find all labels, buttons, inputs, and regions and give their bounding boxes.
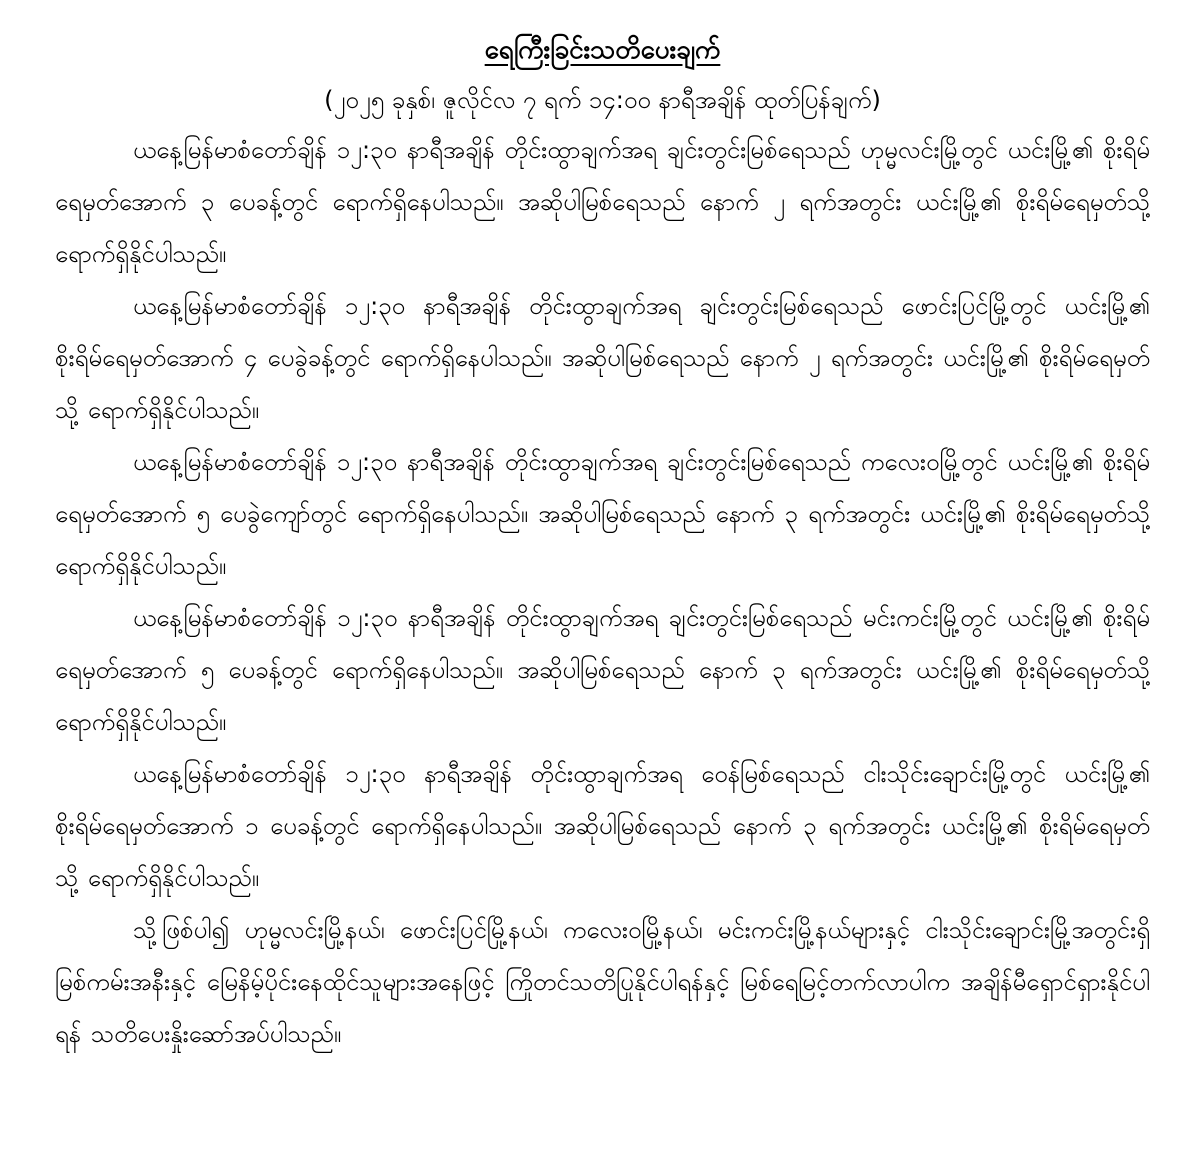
flood-warning-document xyxy=(55,30,1150,1060)
paragraph-advisory: သို့ဖြစ်ပါ၍ ဟုမ္မလင်းမြို့နယ်၊ ဖောင်းပြင်မြို့နယ်၊ ကလေးဝမြို့နယ်၊ မင်းကင်းမြို့နယ်များနှင့် ငါးသိုင်းချောင်းမြို့အတွင်းရှိ မြစ်ကမ်းအနီးနှင့် မြေနိမ့်ပိုင်းနေထိုင်သူများအနေဖြင့် ကြိုတင်သတိပြုနိုင်ပါရန်နှင့် မြစ်ရေမြင့်တက်လာပါက အချိန်မီရှောင်ရှားနိုင်ပါရန် သတိပေးနှိုးဆော်အပ်ပါသည်။ xyxy=(55,916,1150,1048)
paragraph-mingin: ယနေ့မြန်မာစံတော်ချိန် ၁၂:၃၀ နာရီအချိန် တိုင်းထွာချက်အရ ချင်းတွင်းမြစ်ရေသည် မင်းကင်းမြို့တွင် ယင်းမြို့၏ စိုးရိမ်ရေမှတ်အောက် ၅ ပေခန့်တွင် ရောက်ရှိနေပါသည်။ အဆိုပါမြစ်ရေသည် နောက် ၃ ရက်အတွင်း ယင်းမြို့၏ စိုးရိမ်ရေမှတ်သို့ ရောက်ရှိနိုင်ပါသည်။ xyxy=(55,604,1150,736)
document-title: ရေကြီးခြင်းသတိပေးချက် xyxy=(484,35,721,65)
paragraph-kalewa: ယနေ့မြန်မာစံတော်ချိန် ၁၂:၃၀ နာရီအချိန် တိုင်းထွာချက်အရ ချင်းတွင်းမြစ်ရေသည် ကလေးဝမြို့တွင် ယင်းမြို့၏ စိုးရိမ်ရေမှတ်အောက် ၅ ပေခွဲကျော်တွင် ရောက်ရှိနေပါသည်။ အဆိုပါမြစ်ရေသည် နောက် ၃ ရက်အတွင်း ယင်းမြို့၏ စိုးရိမ်ရေမှတ်သို့ ရောက်ရှိနိုင်ပါသည်။ xyxy=(55,448,1150,580)
document-subtitle: (၂၀၂၅ ခုနှစ်၊ ဇူလိုင်လ ၇ ရက် ၁၄:၀၀ နာရီအချိန် ထုတ်ပြန်ချက်) xyxy=(324,86,881,114)
paragraph-ngathaingchaung: ယနေ့မြန်မာစံတော်ချိန် ၁၂:၃၀ နာရီအချိန် တိုင်းထွာချက်အရ ဝေန်မြစ်ရေသည် ငါးသိုင်းချောင်းမြို့တွင် ယင်းမြို့၏ စိုးရိမ်ရေမှတ်အောက် ၁ ပေခန့်တွင် ရောက်ရှိနေပါသည်။ အဆိုပါမြစ်ရေသည် နောက် ၃ ရက်အတွင်း ယင်းမြို့၏ စိုးရိမ်ရေမှတ်သို့ ရောက်ရှိနိုင်ပါသည်။ xyxy=(55,760,1150,892)
paragraph-hkamti-homalin: ယနေ့မြန်မာစံတော်ချိန် ၁၂:၃၀ နာရီအချိန် တိုင်းထွာချက်အရ ချင်းတွင်းမြစ်ရေသည် ဟုမ္မလင်းမြို့တွင် ယင်းမြို့၏ စိုးရိမ်ရေမှတ်အောက် ၃ ပေခန့်တွင် ရောက်ရှိနေပါသည်။ အဆိုပါမြစ်ရေသည် နောက် ၂ ရက်အတွင်း ယင်းမြို့၏ စိုးရိမ်ရေမှတ်သို့ ရောက်ရှိနိုင်ပါသည်။ xyxy=(55,136,1150,268)
paragraph-phaungpyin: ယနေ့မြန်မာစံတော်ချိန် ၁၂:၃၀ နာရီအချိန် တိုင်းထွာချက်အရ ချင်းတွင်းမြစ်ရေသည် ဖောင်းပြင်မြို့တွင် ယင်းမြို့၏ စိုးရိမ်ရေမှတ်အောက် ၄ ပေခွဲခန့်တွင် ရောက်ရှိနေပါသည်။ အဆိုပါမြစ်ရေသည် နောက် ၂ ရက်အတွင်း ယင်းမြို့၏ စိုးရိမ်ရေမှတ်သို့ ရောက်ရှိနိုင်ပါသည်။ xyxy=(55,292,1150,424)
